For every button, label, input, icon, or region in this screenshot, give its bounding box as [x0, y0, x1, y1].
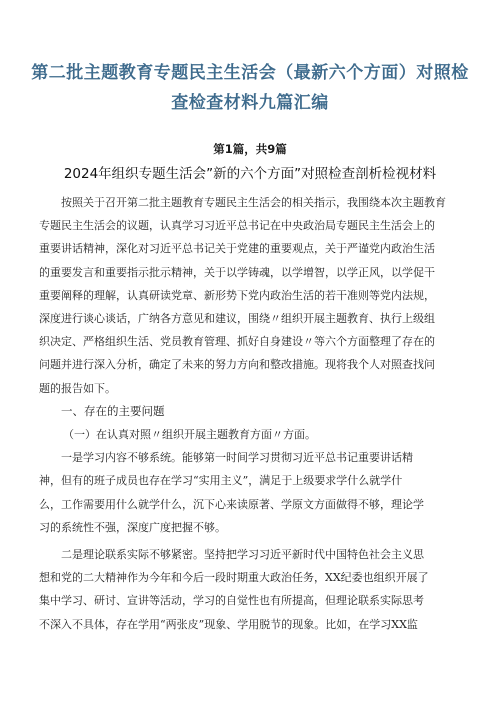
document-title: [30, 58, 470, 118]
paragraph-line: 一是学习内容不够系统。能够第一时间学习贯彻习近平总书记重要讲话精: [61, 451, 413, 465]
paragraph-line: 不深入不具体，存在学用“两张皮”现象、学用脱节的现象。比如，在学习XX监: [39, 617, 418, 631]
part-heading: 第1篇，共9篇: [213, 142, 287, 156]
paragraph-line: 的重要发言和重要指示批示精神，关于以学铸魂，以学增智，以学正风，以学促干: [39, 265, 435, 279]
paragraph-line: 题的报告如下。: [39, 381, 116, 395]
paragraph-line: 二是理论联系实际不够紧密。坚持把学习习近平新时代中国特色社会主义思: [61, 548, 424, 562]
document-title-line-2: 查检查材料九篇汇编: [171, 93, 329, 113]
paragraph-line: 习的系统性不强，深度广度把握不够。: [39, 520, 226, 534]
paragraph-line: 么，工作需要用什么就学什么，沉下心来读原著、学原文方面做得不够，理论学: [39, 497, 424, 511]
paragraph-line: 重要讲话精神，深化对习近平总书记关于党建的重要观点，关于严谨党内政治生活: [39, 242, 435, 256]
paragraph-line: 神，但有的班子成员也存在学习“实用主义”，满足于上级要求学什么就学什: [39, 474, 403, 488]
paragraph-line: 集中学习、研讨、宣讲等活动，学习的自觉性也有所提高，但理论联系实际思考: [39, 594, 424, 608]
article-title: 2024年组织专题生活会”新的六个方面”对照检查剖析检视材料: [63, 166, 437, 182]
document-title-line-1: 第二批主题教育专题民主生活会（最新六个方面）对照检: [31, 63, 469, 83]
section-heading: 一、存在的主要问题: [61, 403, 165, 418]
paragraph-line: 织决定、严格组织生活、党员教育管理、抓好自身建设〃等六个方面整理了存在的: [39, 335, 435, 349]
paragraph-line: 想和党的二大精神作为今年和今后一段时期重大政治任务，XX纪委也组织开展了: [39, 571, 429, 585]
paragraph-line: 按照关于召开第二批主题教育专题民主生活会的相关指示，我围绕本次主题教育: [61, 196, 446, 209]
paragraph-line: 重要阐释的理解，认真研读党章、新形势下党内政治生活的若干准则等党内法规，: [39, 288, 435, 302]
document-body: [39, 191, 464, 636]
paragraph-line: 问题并进行深入分析，确定了未来的努力方向和整改措施。现将我个人对照查找问: [39, 358, 435, 372]
paragraph-line: 专题民主生活会的议题，认真学习习近平总书记在中央政治局专题民主生活会上的: [39, 219, 435, 233]
subsection-heading: （一）在认真对照〃组织开展主题教育方面〃方面。: [63, 428, 316, 442]
paragraph-line: 深度进行谈心谈话，广纳各方意见和建议，围绕〃组织开展主题教育、执行上级组: [39, 312, 435, 326]
